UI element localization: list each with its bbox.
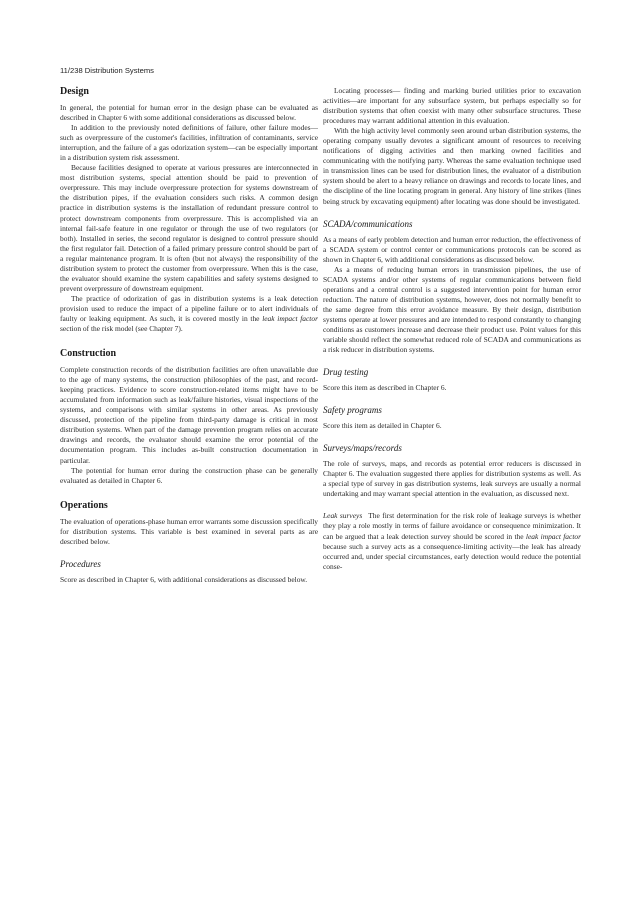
surveys-heading: Surveys/maps/records [323,443,402,454]
procedures-paragraph-1: Score as described in Chapter 6, with additional considerations as discussed below. [60,574,308,584]
left-column [60,86,318,585]
operations-heading: Operations [60,499,108,511]
construction-heading: Construction [60,348,117,360]
leak-p1-end: because such a survey acts as a consequence-limiting activity—the leak has already occurred and, under special circumstances, early detection would reduce the potential conse- [323,541,581,571]
drug-testing-heading: Drug testing [323,367,369,378]
design-p4-start: The practice of odorization of gas in distribution systems is a leak detection provision used to reduce the impact of a pipeline failure or to alert individuals of faulty or leaking equipment. As such, it is covered mostly in the [60,293,318,323]
scada-heading: SCADA/communications [323,218,413,229]
safety-programs-paragraph: Score this item as detailed in Chapter 6. [323,421,442,431]
drug-testing-paragraph: Score this item as described in Chapter 6. [323,383,447,393]
design-paragraph-4 [60,294,318,334]
procedures-heading: Procedures [60,558,101,569]
surveys-paragraph-1: The role of surveys, maps, and records as potential error reducers is discussed in Chapter 6. The evaluation suggested there applies for distribution systems as well. As a special type of survey in gas distribution systems, leak surveys are usually a normal undertaking and may warrant special attention in the evaluation, as discussed next. [323,459,581,499]
running-head: 11/238 Distribution Systems [60,66,154,75]
design-p4-end: section of the risk model (see Chapter 7). [60,324,183,334]
leak-impact-factor-term-2: leak impact factor [525,531,581,541]
leak-surveys-lead: Leak surveys [323,511,363,521]
leak-impact-factor-term: leak impact factor [262,313,318,323]
leak-p1-start: The first determination for the risk role of leakage surveys is whether they play a role mostly in terms of failure avoidance or consequence minimization. It can be argued that a leak detection survey should be scored in the [323,511,582,541]
leak-surveys-paragraph [323,511,581,571]
operations-paragraph-1: The evaluation of operations-phase human error warrants some discussion specifically for distribution systems. This variable is best examined in several parts as are described below. [60,516,318,546]
design-heading: Design [60,86,89,97]
design-paragraph-1: In general, the potential for human error in the design phase can be evaluated as described in Chapter 6 with some additional considerations as discussed below. [60,103,318,123]
scada-paragraph-2: As a means of reducing human errors in transmission pipelines, the use of SCADA systems and/or other systems of regular communications between field operations and a central control is a suggested intervention point for human error reduction. The nature of distribution systems, however, does not normally benefit to the same degree from this error avoidance measure. By their design, distribution systems operate at lower pressures and are intended to respond constantly to changing conditions as customers increase and decrease their product use. Point values for this variable should reflect the somewhat reduced role of SCADA and communications as a risk reducer in distribution systems. [323,264,581,355]
construction-paragraph-2: The potential for human error during the construction phase can be generally evaluated as detailed in Chapter 6. [60,465,318,485]
locating-paragraph-1: Locating processes— finding and marking buried utilities prior to excavation activities—are important for any subsurface system, but perhaps especially so for distribution systems that often coexist with many other subsurface structures. These procedures may warrant additional attention in this evaluation. [323,86,581,126]
design-paragraph-2: In addition to the previously noted definitions of failure, other failure modes—such as overpressure of the customer's facilities, infiltration of contaminants, service interruption, and the failure of a gas odorization system—can be especially important in a distribution system risk assessment. [60,123,318,163]
construction-paragraph-1: Complete construction records of the distribution facilities are often unavailable due to the age of many systems, the construction philosophies of the past, and record-keeping practices. Evidence to score construction-related items might have to be accumulated from information such as leak/failure histories, visual inspections of the systems, and comparisons with similar systems in other areas. As previously discussed, protection of the pipeline from third-party damage is critical in most distribution systems. When part of the damage prevention program relies on accurate drawings and records, the evaluator should examine the error potential of the documentation program. This includes as-built construction documentation in particular. [60,365,318,465]
locating-paragraph-2: With the high activity level commonly seen around urban distribution systems, the operating company usually devotes a significant amount of resources to receiving notifications of digging activities and then marking owned facilities and communicating with the notifying party. Whereas the same evaluation technique used in transmission lines can be used for distribution lines, the evaluator of a distribution system should be alert to a heavy reliance on drawings and records to locate lines, and the discipline of the line locating program in general. Any history of line strikes (lines being struck by excavating equipment) after locating was done should be investigated. [323,126,581,206]
right-column [323,86,581,572]
design-paragraph-3: Because facilities designed to operate at various pressures are interconnected in most distribution systems, special attention should be paid to prevention of overpressure. This may include overpressure protection for systems downstream of the distribution pipes, if the evaluation considers such risks. A common design practice in distribution systems is the installation of redundant pressure control to protect downstream components from overpressure. This is accomplished via an internal fail-safe feature in one regulator or through the use of two regulators (or both). Installed in series, the second regulator is designed to control pressure should the first regulator fail. Detection of a failed primary pressure control should be part of a regular maintenance program. It is often (but not always) the responsibility of the distribution system to protect the customer from overpressure. When this is the case, the evaluator should examine the system capabilities and safety systems designed to prevent overpressure of downstream equipment. [60,163,318,293]
safety-programs-heading: Safety programs [323,405,382,416]
scada-paragraph-1: As a means of early problem detection and human error reduction, the effectiveness of a SCADA system or control center or communications protocols can be scored as shown in Chapter 6, with additional considerations as discussed below. [323,234,581,264]
